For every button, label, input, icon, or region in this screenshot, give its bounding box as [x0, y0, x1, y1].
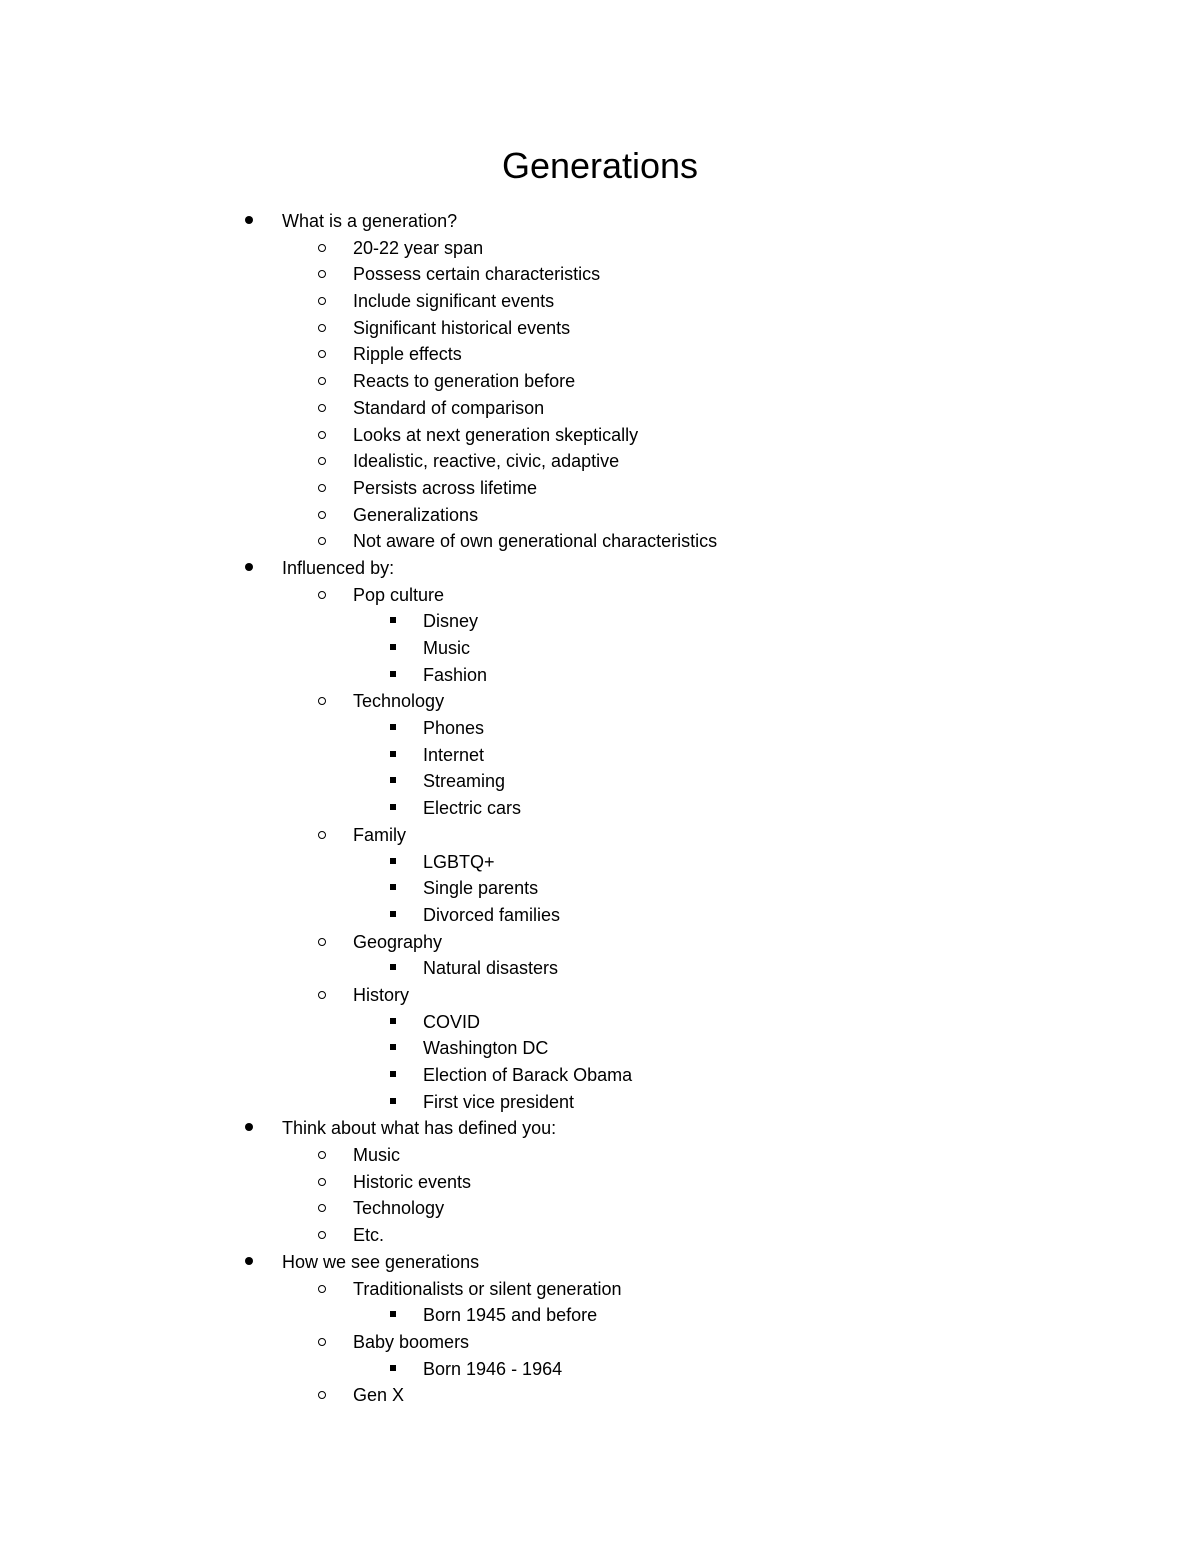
- outline-item-text: Born 1946 - 1964: [423, 1358, 563, 1379]
- outline-item-text: Include significant events: [353, 291, 555, 312]
- square-bullet-icon: [390, 858, 396, 864]
- square-bullet-icon: [390, 724, 396, 730]
- outline-item-text: Baby boomers: [353, 1331, 470, 1352]
- square-bullet-icon: [390, 617, 396, 623]
- filled-circle-bullet-icon: [245, 216, 253, 224]
- hollow-circle-bullet-icon: [318, 1338, 326, 1346]
- outline-item-level-3: [0, 1009, 1200, 1036]
- outline-item-level-3: [0, 1356, 1200, 1383]
- square-bullet-icon: [390, 1365, 396, 1371]
- hollow-circle-bullet-icon: [318, 431, 326, 439]
- square-bullet-icon: [390, 804, 396, 810]
- outline-item-text: First vice president: [423, 1091, 575, 1112]
- hollow-circle-bullet-icon: [318, 938, 326, 946]
- outline-item-level-2: [0, 1276, 1200, 1303]
- outline-item-text: Single parents: [423, 878, 539, 899]
- outline-item-level-2: [0, 288, 1200, 315]
- outline-item-text: 20-22 year span: [353, 237, 484, 258]
- outline-item-level-2: [0, 982, 1200, 1009]
- page-title: Generations: [501, 145, 699, 186]
- outline-item-level-3: [0, 742, 1200, 769]
- filled-circle-bullet-icon: [245, 1123, 253, 1131]
- outline-item-level-3: [0, 715, 1200, 742]
- outline-item-level-2: [0, 1142, 1200, 1169]
- hollow-circle-bullet-icon: [318, 297, 326, 305]
- outline-item-level-2: [0, 315, 1200, 342]
- outline-item-text: Disney: [423, 611, 479, 632]
- hollow-circle-bullet-icon: [318, 1285, 326, 1293]
- outline-item-text: Music: [353, 1145, 401, 1166]
- hollow-circle-bullet-icon: [318, 1178, 326, 1186]
- square-bullet-icon: [390, 644, 396, 650]
- hollow-circle-bullet-icon: [318, 270, 326, 278]
- outline-item-text: Ripple effects: [353, 344, 462, 365]
- outline-item-level-2: [0, 368, 1200, 395]
- outline-item-level-3: [0, 902, 1200, 929]
- outline-item-text: Born 1945 and before: [423, 1305, 598, 1326]
- outline-item-level-3: [0, 795, 1200, 822]
- bullet-outline: [0, 208, 1200, 1409]
- square-bullet-icon: [390, 964, 396, 970]
- outline-item-level-1: [0, 208, 1200, 235]
- square-bullet-icon: [390, 911, 396, 917]
- hollow-circle-bullet-icon: [318, 697, 326, 705]
- hollow-circle-bullet-icon: [318, 1391, 326, 1399]
- outline-item-level-2: [0, 688, 1200, 715]
- outline-item-level-2: [0, 448, 1200, 475]
- outline-item-text: Phones: [423, 718, 485, 739]
- outline-item-level-3: [0, 849, 1200, 876]
- outline-item-level-3: [0, 1035, 1200, 1062]
- outline-item-text: Geography: [353, 931, 443, 952]
- outline-item-text: Technology: [353, 1198, 445, 1219]
- hollow-circle-bullet-icon: [318, 511, 326, 519]
- outline-item-text: Reacts to generation before: [353, 371, 576, 392]
- outline-item-text: Family: [353, 824, 406, 845]
- outline-item-text: Music: [423, 638, 471, 658]
- outline-item-level-2: [0, 235, 1200, 262]
- outline-item-text: COVID: [423, 1011, 481, 1032]
- outline-item-text: What is a generation?: [282, 211, 458, 231]
- square-bullet-icon: [390, 1018, 396, 1024]
- outline-item-text: Generalizations: [353, 504, 479, 525]
- outline-item-level-2: [0, 1329, 1200, 1356]
- hollow-circle-bullet-icon: [318, 244, 326, 252]
- filled-circle-bullet-icon: [245, 563, 253, 571]
- outline-item-text: Etc.: [353, 1225, 385, 1246]
- outline-item-level-2: [0, 822, 1200, 849]
- outline-item-text: Electric cars: [423, 798, 522, 819]
- outline-item-level-2: [0, 341, 1200, 368]
- outline-item-level-2: [0, 1382, 1200, 1409]
- square-bullet-icon: [390, 777, 396, 783]
- outline-item-level-3: [0, 1089, 1200, 1116]
- hollow-circle-bullet-icon: [318, 484, 326, 492]
- outline-item-level-1: [0, 1115, 1200, 1142]
- outline-item-level-2: [0, 422, 1200, 449]
- outline-item-level-2: [0, 475, 1200, 502]
- outline-item-level-2: [0, 395, 1200, 422]
- outline-item-text: Influenced by:: [282, 557, 395, 578]
- outline-item-text: Natural disasters: [423, 958, 559, 979]
- outline-item-text: Not aware of own generational characteristics: [353, 531, 718, 552]
- square-bullet-icon: [390, 1311, 396, 1317]
- square-bullet-icon: [390, 1098, 396, 1104]
- outline-item-text: Election of Barack Obama: [423, 1065, 633, 1085]
- outline-item-level-2: [0, 929, 1200, 956]
- outline-item-level-2: [0, 528, 1200, 555]
- outline-item-text: Internet: [423, 744, 485, 765]
- square-bullet-icon: [390, 751, 396, 757]
- outline-item-text: Think about what has defined you:: [282, 1118, 557, 1139]
- outline-item-level-3: [0, 608, 1200, 635]
- outline-item-level-2: [0, 1169, 1200, 1196]
- outline-item-text: Significant historical events: [353, 317, 571, 338]
- outline-item-text: Persists across lifetime: [353, 477, 538, 498]
- outline-item-level-2: [0, 582, 1200, 609]
- hollow-circle-bullet-icon: [318, 1231, 326, 1239]
- outline-item-level-2: [0, 1222, 1200, 1249]
- hollow-circle-bullet-icon: [318, 457, 326, 465]
- outline-item-level-3: [0, 1302, 1200, 1329]
- outline-item-text: History: [353, 984, 410, 1005]
- outline-item-text: Technology: [353, 691, 445, 712]
- outline-item-level-1: [0, 555, 1200, 582]
- outline-item-text: Standard of comparison: [353, 397, 545, 418]
- hollow-circle-bullet-icon: [318, 377, 326, 385]
- hollow-circle-bullet-icon: [318, 350, 326, 358]
- filled-circle-bullet-icon: [245, 1257, 253, 1265]
- outline-item-level-3: [0, 1062, 1200, 1089]
- outline-item-text: Historic events: [353, 1171, 472, 1192]
- outline-item-level-2: [0, 1195, 1200, 1222]
- square-bullet-icon: [390, 671, 396, 677]
- hollow-circle-bullet-icon: [318, 831, 326, 839]
- outline-item-level-3: [0, 635, 1200, 662]
- outline-item-text: How we see generations: [282, 1251, 480, 1272]
- outline-item-text: Looks at next generation skeptically: [353, 424, 639, 445]
- hollow-circle-bullet-icon: [318, 1204, 326, 1212]
- outline-item-text: Divorced families: [423, 904, 561, 925]
- outline-item-text: Possess certain characteristics: [353, 264, 601, 285]
- square-bullet-icon: [390, 1071, 396, 1077]
- square-bullet-icon: [390, 1044, 396, 1050]
- outline-item-level-2: [0, 261, 1200, 288]
- hollow-circle-bullet-icon: [318, 324, 326, 332]
- outline-item-level-3: [0, 662, 1200, 689]
- outline-item-level-3: [0, 768, 1200, 795]
- outline-item-text: Traditionalists or silent generation: [353, 1278, 622, 1299]
- hollow-circle-bullet-icon: [318, 537, 326, 545]
- outline-item-level-1: [0, 1249, 1200, 1276]
- outline-item-text: Streaming: [423, 771, 506, 792]
- outline-item-text: Gen X: [353, 1385, 405, 1406]
- hollow-circle-bullet-icon: [318, 591, 326, 599]
- square-bullet-icon: [390, 884, 396, 890]
- outline-item-text: Washington DC: [423, 1038, 549, 1059]
- outline-item-level-3: [0, 955, 1200, 982]
- outline-item-level-2: [0, 502, 1200, 529]
- hollow-circle-bullet-icon: [318, 991, 326, 999]
- hollow-circle-bullet-icon: [318, 1151, 326, 1159]
- outline-item-text: Idealistic, reactive, civic, adaptive: [353, 451, 620, 472]
- outline-item-level-3: [0, 875, 1200, 902]
- outline-item-text: LGBTQ+: [423, 851, 495, 872]
- hollow-circle-bullet-icon: [318, 404, 326, 412]
- outline-item-text: Fashion: [423, 664, 488, 685]
- outline-item-text: Pop culture: [353, 584, 445, 605]
